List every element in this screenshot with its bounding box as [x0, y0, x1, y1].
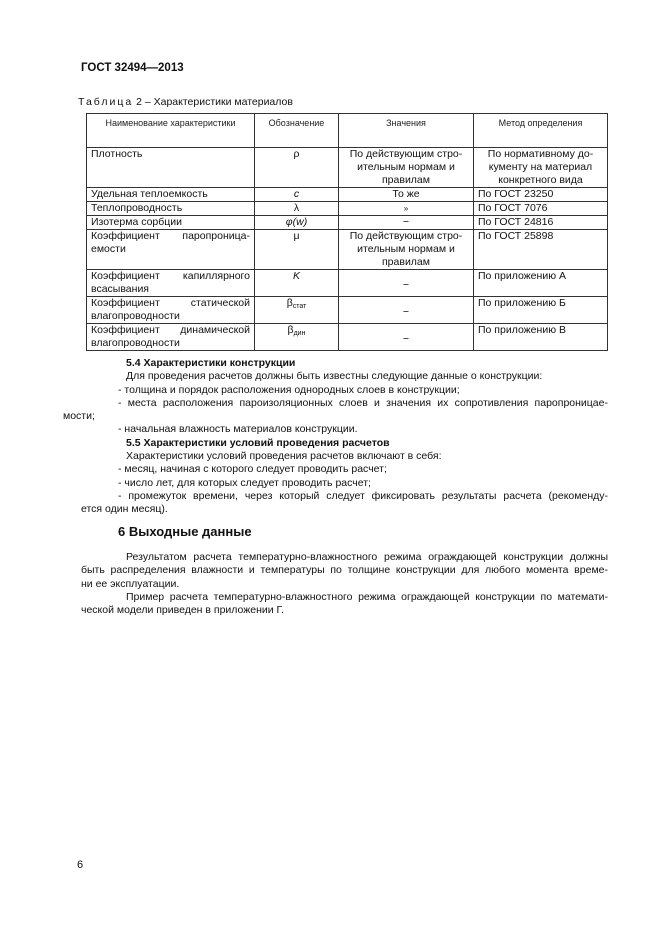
table-row — [87, 270, 608, 297]
section-5-5-item: - число лет, для которых следует проводить расчет; — [118, 476, 371, 489]
cell-line: ительным нормам и — [357, 161, 455, 173]
table-header-row — [87, 114, 608, 148]
cell-line: Изотерма сорбции — [91, 216, 183, 228]
cell-line: Плотность — [91, 148, 143, 160]
cell-value — [339, 270, 474, 297]
section-5-5-intro: Характеристики условий проведения расчетов включают в себя: — [126, 450, 442, 463]
table-row — [87, 216, 608, 230]
cell-method — [474, 324, 608, 351]
cell-line: По ГОСТ 25898 — [478, 230, 554, 242]
materials-table — [86, 113, 608, 351]
cell-name — [87, 230, 255, 270]
table-row — [87, 202, 608, 216]
cell-symbol-text: c — [293, 188, 300, 200]
section-5-5-item: - промежуток времени, через который следует фиксировать результаты расчета (рекоменду- — [118, 489, 608, 502]
cell-line: По ГОСТ 24816 — [478, 216, 554, 228]
cell-method — [474, 297, 608, 324]
cell-line: влагопроводности — [91, 337, 180, 349]
cell-line: − — [402, 216, 410, 228]
cell-name — [87, 297, 255, 324]
cell-symbol-text: φ(w) — [285, 216, 308, 228]
section-5-4-item-cont: мости; — [63, 410, 95, 423]
cell-line: По ГОСТ 23250 — [478, 188, 554, 200]
cell-line: правилам — [382, 174, 430, 186]
cell-symbol-text: μ — [293, 230, 300, 242]
cell-method — [474, 188, 608, 202]
cell-line: Коэффициент статической — [91, 297, 250, 309]
cell-line: По приложению А — [478, 270, 566, 282]
section-6-para: ческой модели приведен в приложении Г. — [81, 604, 284, 617]
cell-symbol — [255, 202, 339, 216]
section-5-4-intro: Для проведения расчетов должны быть известны следующие данные о конструкции: — [126, 370, 543, 383]
cell-name — [87, 270, 255, 297]
cell-symbol-subscript: стат — [292, 303, 307, 310]
section-5-5-heading: 5.5 Характеристики условий проведения расчетов — [126, 436, 390, 449]
table-caption — [78, 96, 293, 108]
cell-line: » — [403, 204, 409, 213]
column-header-method: Метод определения — [474, 114, 608, 148]
cell-symbol-text: β — [287, 324, 294, 336]
cell-line: правилам — [382, 256, 430, 268]
section-5-4-heading: 5.4 Характеристики конструкции — [126, 357, 296, 369]
section-5-5-item-cont: ется один месяц). — [81, 503, 168, 516]
page-number: 6 — [77, 859, 84, 871]
section-6-para: ни ее эксплуатации. — [81, 577, 180, 590]
cell-value — [339, 216, 474, 230]
cell-symbol-text: β — [286, 297, 293, 309]
cell-line: Удельная теплоемкость — [91, 188, 208, 200]
cell-name — [87, 216, 255, 230]
table-row — [87, 324, 608, 351]
table-caption-title: 2 – Характеристики материалов — [133, 96, 293, 108]
cell-line: Коэффициент динамической — [91, 324, 250, 336]
cell-value — [339, 324, 474, 351]
cell-line: Коэффициент капиллярного — [91, 270, 250, 282]
section-6-para: Результатом расчета температурно-влажностного режима ограждающей конструкции должны — [126, 551, 608, 563]
cell-method — [474, 270, 608, 297]
cell-value — [339, 148, 474, 188]
cell-symbol — [255, 216, 339, 230]
cell-line: По нормативному до- — [487, 148, 594, 160]
standard-header: ГОСТ 32494—2013 — [81, 62, 184, 74]
cell-symbol — [255, 270, 339, 297]
table-row — [87, 230, 608, 270]
column-header-name: Наименование характеристики — [87, 114, 255, 148]
cell-line: По действующим стро- — [349, 148, 463, 160]
cell-line: влагопроводности — [91, 310, 180, 322]
cell-symbol — [255, 230, 339, 270]
cell-line: − — [402, 332, 410, 345]
cell-symbol-text: ρ — [293, 148, 300, 160]
section-5-4-item: - толщина и порядок расположения однородных слоев в конструкции; — [118, 383, 460, 396]
cell-symbol-text: λ — [293, 202, 300, 214]
cell-line: По приложению Б — [478, 297, 566, 309]
cell-line: конкретного вида — [498, 174, 583, 186]
table-row — [87, 188, 608, 202]
cell-symbol — [255, 188, 339, 202]
cell-value — [339, 188, 474, 202]
cell-symbol — [255, 324, 339, 351]
cell-line: По ГОСТ 7076 — [478, 202, 548, 214]
table-caption-word: Таблица — [78, 96, 134, 108]
section-6-heading: 6 Выходные данные — [118, 524, 252, 539]
cell-name — [87, 148, 255, 188]
cell-name — [87, 324, 255, 351]
cell-method — [474, 216, 608, 230]
cell-symbol — [255, 148, 339, 188]
cell-value — [339, 202, 474, 216]
sections-5-body — [63, 357, 608, 517]
cell-line: емости — [91, 243, 126, 255]
cell-line: По действующим стро- — [349, 230, 463, 242]
cell-symbol-subscript: дин — [293, 330, 306, 337]
table-row — [87, 148, 608, 188]
cell-line: ительным нормам и — [357, 243, 455, 255]
cell-line: По приложению В — [478, 324, 566, 336]
column-header-symbol: Обозначение — [255, 114, 339, 148]
cell-value — [339, 297, 474, 324]
cell-line: Коэффициент паропроница- — [91, 230, 250, 242]
cell-line: − — [402, 305, 410, 318]
column-header-values: Значения — [339, 114, 474, 148]
cell-name — [87, 202, 255, 216]
section-6-body — [81, 551, 608, 617]
cell-method — [474, 202, 608, 216]
cell-name — [87, 188, 255, 202]
cell-method — [474, 230, 608, 270]
cell-symbol-text: K — [292, 270, 300, 282]
cell-value — [339, 230, 474, 270]
cell-method — [474, 148, 608, 188]
cell-line: Теплопроводность — [91, 202, 183, 214]
section-5-4-item: - места расположения пароизоляционных слоев и значения их сопротивления паропроницае- — [118, 396, 608, 409]
section-5-5-item: - месяц, начиная с которого следует проводить расчет; — [118, 463, 387, 476]
cell-line: − — [402, 278, 410, 291]
cell-line: кументу на материал — [488, 161, 593, 173]
table-row — [87, 297, 608, 324]
cell-symbol — [255, 297, 339, 324]
cell-line: всасывания — [91, 283, 149, 295]
section-6-para: быть распределения влажности и температуры по толщине конструкции для любого момента време- — [81, 564, 608, 577]
cell-line: То же — [392, 188, 420, 200]
section-6-para: Пример расчета температурно-влажностного режима ограждающей конструкции по математи- — [126, 590, 608, 603]
section-5-4-item: - начальная влажность материалов конструкции. — [118, 423, 358, 436]
